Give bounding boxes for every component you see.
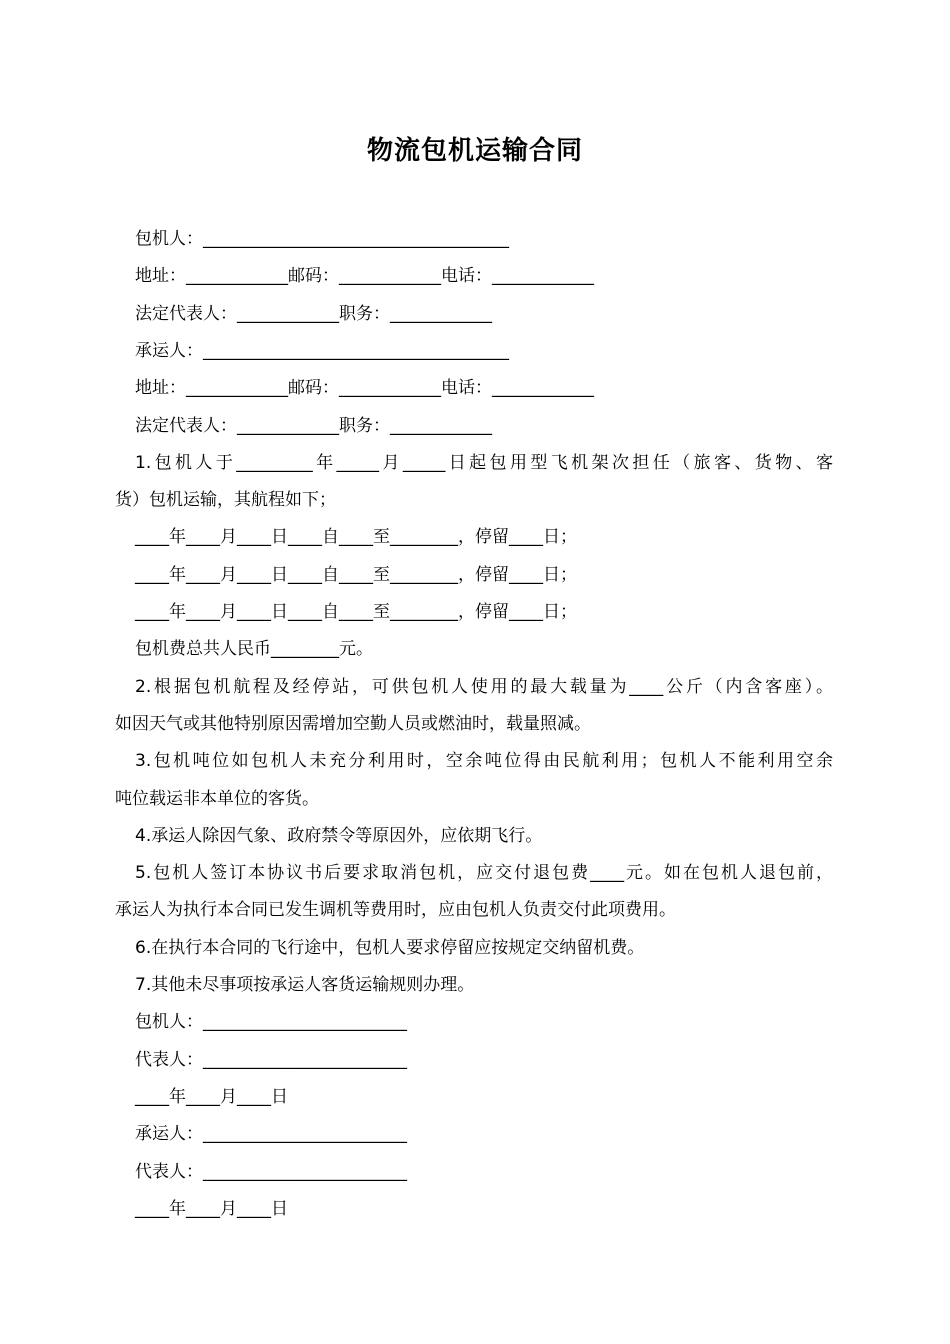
contract-line: 1.包机人于_________年_____月_____日起包用型飞机架次担任（旅客、货物、客 [135,452,833,473]
contract-line: ____年____月____日____自____至________，停留____日； [135,527,577,548]
contract-line: 货）包机运输，其航程如下； [115,490,336,511]
contract-line: 地址：____________邮码：____________电话：____________ [135,378,594,399]
contract-line: ____年____月____日 [135,1086,288,1107]
contract-line: 7.其他未尽事项按承运人客货运输规则办理。 [135,975,475,995]
contract-line: 代表人：________________________ [135,1049,407,1070]
contract-line: 包机人：________________________ [135,1012,407,1033]
contract-line: 吨位载运非本单位的客货。 [115,788,319,809]
contract-line: ____年____月____日 [135,1198,288,1219]
contract-line: 6.在执行本合同的飞行途中，包机人要求停留应按规定交纳留机费。 [135,937,645,958]
contract-line: 如因天气或其他特别原因需增加空勤人员或燃油时，载量照减。 [115,713,591,734]
contract-line: 承运人为执行本合同已发生调机等费用时，应由包机人负责交付此项费用。 [115,900,676,921]
document-title: 物流包机运输合同 [366,136,583,166]
contract-line: 5.包机人签订本协议书后要求取消包机，应交付退包费____元。如在包机人退包前， [135,863,833,884]
contract-line: 3.包机吨位如包机人未充分利用时，空余吨位得由民航利用；包机人不能利用空余 [135,751,833,772]
contract-line: 法定代表人：____________职务：____________ [135,303,492,324]
contract-line: 4.承运人除因气象、政府禁令等原因外，应依期飞行。 [135,825,543,846]
contract-line: 代表人：________________________ [135,1161,407,1182]
contract-line: 包机费总共人民币________元。 [135,639,373,660]
contract-line: 承运人：____________________________________ [135,340,509,361]
contract-line: ____年____月____日____自____至________，停留____日； [135,564,577,585]
contract-line: 法定代表人：____________职务：____________ [135,415,492,436]
contract-line: ____年____月____日____自____至________，停留____日； [135,602,577,622]
contract-line: 地址：____________邮码：____________电话：____________ [135,266,594,287]
contract-line: 承运人：________________________ [135,1124,407,1145]
contract-line: 2.根据包机航程及经停站，可供包机人使用的最大载量为____公斤（内含客座）。 [135,676,833,697]
contract-line: 包机人：____________________________________ [135,229,509,249]
